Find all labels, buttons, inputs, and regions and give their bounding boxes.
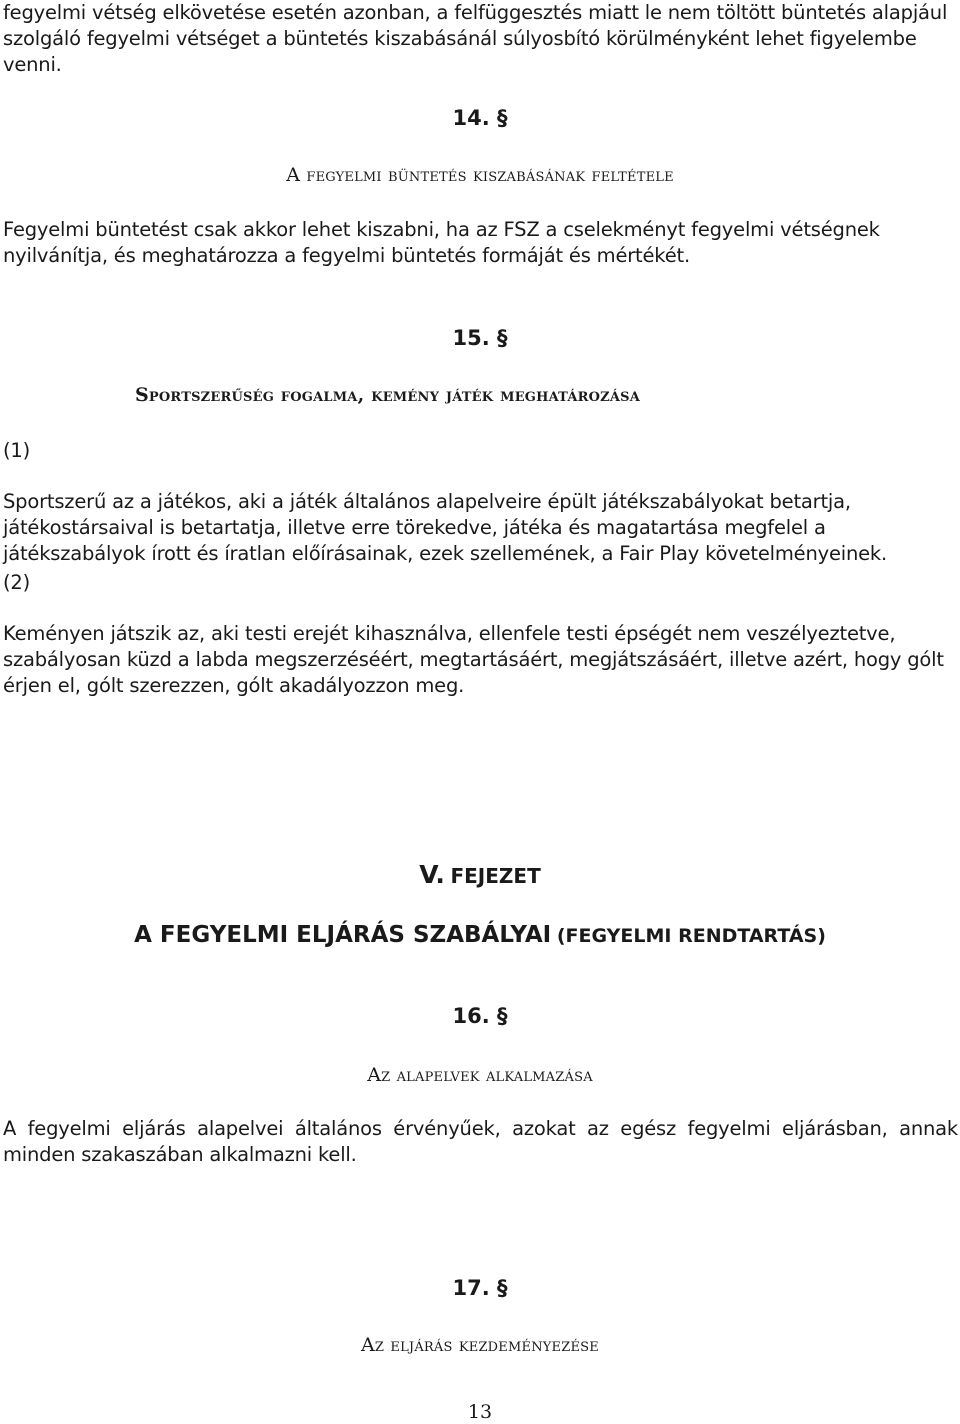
chapter-roman: V. xyxy=(419,860,445,889)
page-number: 13 xyxy=(467,1401,493,1423)
section-16-number: 16. § xyxy=(452,1004,508,1028)
section-15-point-1-body: Sportszerű az a játékos, aki a játék általános alapelveire épült játékszabályokat betartja, játékostársaival is betartatja, illetve erre törekedve, játéka és magatartása megfelel a játékszabályok írott és íratlan előírásainak, ezek szellemének, a Fair Play követelményeinek. xyxy=(3,490,888,565)
section-15-point-1-label: (1) xyxy=(3,439,31,462)
section-17-title: Az eljárás kezdeményezése xyxy=(361,1334,599,1356)
chapter-title-sub: (FEGYELMI RENDTARTÁS) xyxy=(556,925,826,947)
chapter-title-main: A FEGYELMI ELJÁRÁS SZABÁLYAI xyxy=(134,922,552,948)
intro-paragraph: fegyelmi vétség elkövetése esetén azonban, a felfüggesztés miatt le nem töltött büntetés alapjául szolgáló fegyelmi vétséget a büntetés kiszabásánál súlyosbító körülményként lehet figyelembe venni. xyxy=(3,1,948,76)
chapter-label: FEJEZET xyxy=(450,864,541,888)
section-15-point-2-body: Keményen játszik az, aki testi erejét kihasználva, ellenfele testi épségét nem veszélyeztetve, szabályosan küzd a labda megszerzéséért, megtartásáért, megjátszásáért, illetve azért, hogy gólt érjen el, gólt szerezzen, gólt akadályozzon meg. xyxy=(3,622,944,697)
section-14-body: Fegyelmi büntetést csak akkor lehet kiszabni, ha az FSZ a cselekményt fegyelmi vétségnek nyilvánítja, és meghatározza a fegyelmi büntetés formáját és mértékét. xyxy=(3,218,880,267)
section-15-point-2-label: (2) xyxy=(3,571,31,594)
section-16-title: Az alapelvek alkalmazása xyxy=(367,1064,593,1086)
section-14-number: 14. § xyxy=(452,106,508,130)
section-15-title: Sportszerűség fogalma, kemény játék meghatározása xyxy=(135,384,640,406)
section-15-number: 15. § xyxy=(452,326,508,350)
chapter-title xyxy=(0,920,960,952)
section-17-number: 17. § xyxy=(452,1276,508,1300)
section-16-body: A fegyelmi eljárás alapelvei általános érvényűek, azokat az egész fegyelmi eljárásban, annak minden szakaszában alkalmazni kell. xyxy=(3,1117,958,1166)
section-14-title: A fegyelmi büntetés kiszabásának feltétele xyxy=(286,164,674,186)
chapter-heading xyxy=(0,860,960,893)
